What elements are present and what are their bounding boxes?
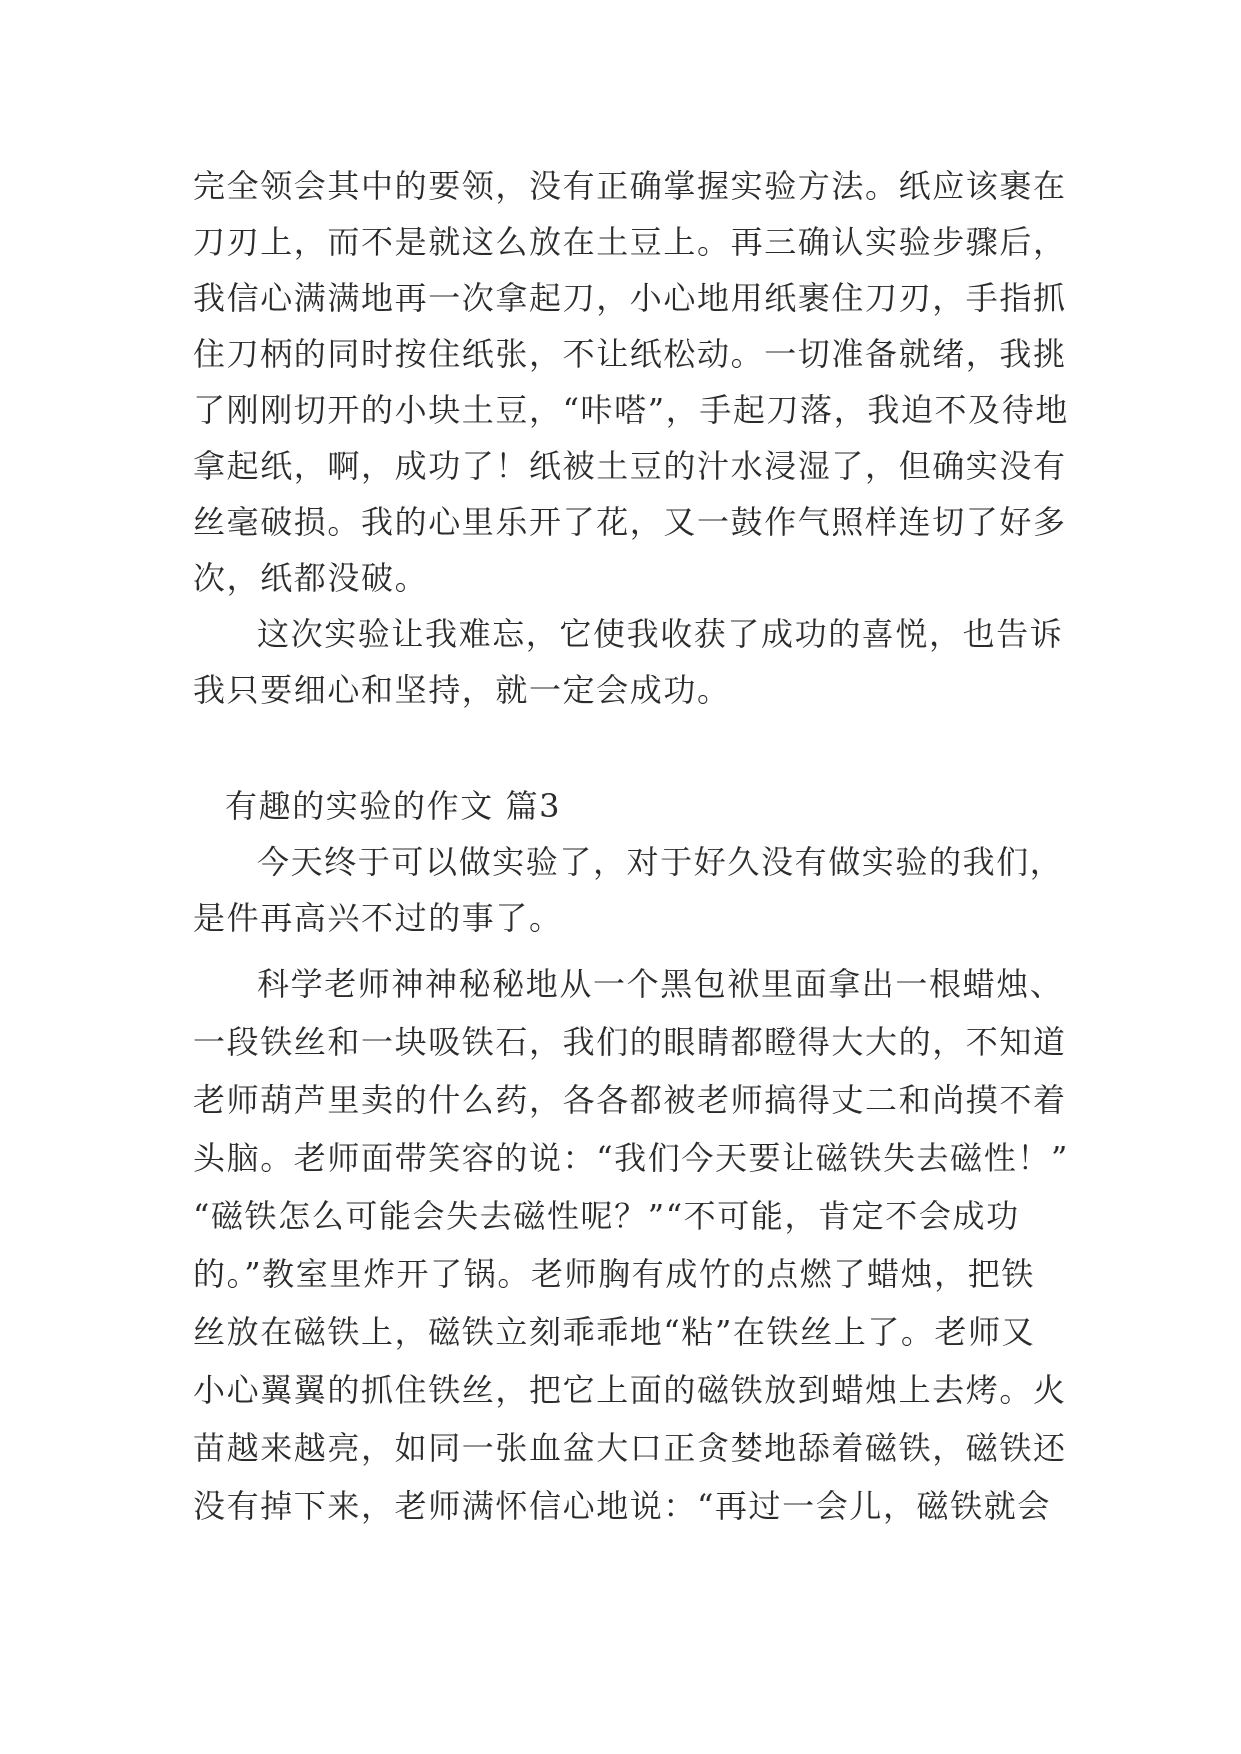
paragraph-line: 是件再高兴不过的事了。 xyxy=(193,899,563,937)
paragraph-line: 头脑。老师面带笑容的说：“我们今天要让磁铁失去磁性！” xyxy=(193,1139,1069,1177)
paragraph-line: 没有掉下来，老师满怀信心地说：“再过一会儿，磁铁就会 xyxy=(193,1487,1051,1525)
paragraph-line: 我信心满满地再一次拿起刀，小心地用纸裹住刀刃，手指抓 xyxy=(193,279,1067,317)
paragraph-line: 今天终于可以做实验了，对于好久没有做实验的我们， xyxy=(257,843,1064,881)
paragraph-line: 小心翼翼的抓住铁丝，把它上面的磁铁放到蜡烛上去烤。火 xyxy=(193,1371,1067,1409)
paragraph-line: 拿起纸，啊，成功了！纸被土豆的汁水浸湿了，但确实没有 xyxy=(193,447,1067,485)
paragraph-line: 丝放在磁铁上，磁铁立刻乖乖地“粘”在铁丝上了。老师又 xyxy=(193,1313,1036,1351)
paragraph-line: 的。”教室里炸开了锅。老师胸有成竹的点燃了蜡烛，把铁 xyxy=(193,1255,1035,1293)
paragraph-line: 这次实验让我难忘，它使我收获了成功的喜悦，也告诉 xyxy=(257,615,1064,653)
paragraph-line: 次，纸都没破。 xyxy=(193,559,429,597)
paragraph-line: 刀刃上，而不是就这么放在土豆上。再三确认实验步骤后， xyxy=(193,223,1067,261)
paragraph-line: 一段铁丝和一块吸铁石，我们的眼睛都瞪得大大的，不知道 xyxy=(193,1023,1067,1061)
paragraph-line: 苗越来越亮，如同一张血盆大口正贪婪地舔着磁铁，磁铁还 xyxy=(193,1429,1067,1467)
paragraph-line: 老师葫芦里卖的什么药，各各都被老师搞得丈二和尚摸不着 xyxy=(193,1081,1067,1119)
paragraph-line: 了刚刚切开的小块土豆，“咔嗒”，手起刀落，我迫不及待地 xyxy=(193,391,1069,429)
paragraph-line: 完全领会其中的要领，没有正确掌握实验方法。纸应该裹在 xyxy=(193,167,1067,205)
paragraph-line: “磁铁怎么可能会失去磁性呢？”“不可能，肯定不会成功 xyxy=(193,1197,1020,1235)
paragraph-line: 我只要细心和坚持，就一定会成功。 xyxy=(193,671,731,709)
paragraph-line: 科学老师神神秘秘地从一个黑包袱里面拿出一根蜡烛、 xyxy=(257,965,1064,1003)
paragraph-line: 住刀柄的同时按住纸张，不让纸松动。一切准备就绪，我挑 xyxy=(193,335,1067,373)
paragraph-line: 丝毫破损。我的心里乐开了花，又一鼓作气照样连切了好多 xyxy=(193,503,1067,541)
section-heading: 有趣的实验的作文 篇3 xyxy=(225,787,562,825)
